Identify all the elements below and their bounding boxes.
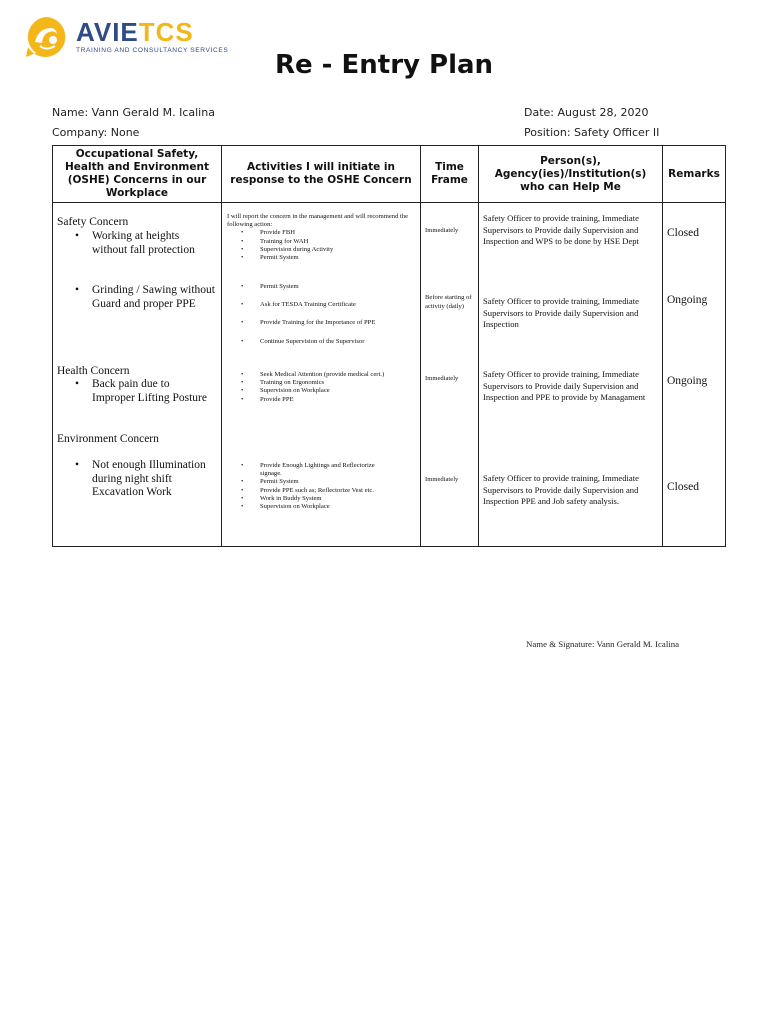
list-item: • Provide Training for the Importance of PPE bbox=[227, 319, 414, 327]
activities-cell bbox=[222, 203, 421, 547]
logo-wordmark: AVIETCS bbox=[76, 17, 194, 47]
activities-group-1 bbox=[227, 213, 414, 262]
remarks-cell bbox=[663, 203, 726, 547]
concern-item: • Grinding / Sawing without Guard and proper PPE bbox=[75, 284, 215, 310]
list-item: • Seek Medical Attention (provide medical cert.) bbox=[227, 371, 414, 379]
concerns-cell bbox=[53, 203, 222, 547]
activities-group-2 bbox=[227, 283, 414, 346]
remarks-row-1: Closed bbox=[667, 227, 699, 239]
company-field: Company: None bbox=[52, 126, 140, 139]
time-frame-row-1: Immediately bbox=[425, 227, 459, 234]
time-frame-row-2: Before starting of activity (daily) bbox=[425, 294, 472, 310]
header-activities: Activities I will initiate in response to the OSHE Concern bbox=[222, 146, 421, 203]
logo-tagline: TRAINING AND CONSULTANCY SERVICES bbox=[76, 47, 229, 54]
position-field: Position: Safety Officer II bbox=[524, 126, 660, 139]
list-item: • Permit System bbox=[227, 283, 414, 291]
header-time-frame: Time Frame bbox=[421, 146, 479, 203]
activities-intro: I will report the concern in the management and will recommend the following action: bbox=[227, 213, 409, 229]
activities-group-4 bbox=[227, 462, 390, 511]
list-item: • Provide PPE such as; Reflectorize Vest etc. bbox=[227, 487, 390, 495]
header-remarks: Remarks bbox=[663, 146, 726, 203]
list-item: • Provide FBH bbox=[227, 229, 414, 237]
list-item: • Ask for TESDA Training Certificate bbox=[227, 301, 414, 309]
page-title: Re - Entry Plan bbox=[274, 50, 494, 80]
time-frame-cell bbox=[421, 203, 479, 547]
persons-row-2: Safety Officer to provide training, Immediate Supervisors to Provide daily Supervision and Inspection bbox=[483, 296, 639, 329]
health-concern-label: Health Concern bbox=[57, 365, 130, 377]
signature-line: Name & Signature: Vann Gerald M. Icalina bbox=[526, 639, 680, 649]
table-row bbox=[53, 203, 726, 547]
list-item: • Training on Ergonomics bbox=[227, 379, 414, 387]
time-frame-row-4: Immediately bbox=[425, 476, 459, 483]
concern-item: • Back pain due to Improper Lifting Posture bbox=[75, 378, 207, 404]
list-item: • Permit System bbox=[227, 478, 390, 486]
environment-concern-label: Environment Concern bbox=[57, 433, 159, 445]
list-item: • Supervision during Activity bbox=[227, 246, 414, 254]
list-item: • Supervision on Workplace bbox=[227, 387, 414, 395]
persons-row-3: Safety Officer to provide training, Immediate Supervisors to Provide daily Supervision and Inspection and PPE to provide by Managament bbox=[483, 369, 646, 402]
remarks-row-3: Ongoing bbox=[667, 375, 708, 387]
list-item: • Supervision on Workplace bbox=[227, 503, 390, 511]
date-field: Date: August 28, 2020 bbox=[524, 106, 649, 119]
time-frame-row-3: Immediately bbox=[425, 375, 459, 382]
remarks-row-4: Closed bbox=[667, 481, 699, 493]
list-item: • Provide Enough Lightings and Reflectorize signage. bbox=[227, 462, 390, 478]
persons-row-1: Safety Officer to provide training, Immediate Supervisors to Provide daily Supervision and Inspection and WPS to be done by HSE Dept bbox=[483, 213, 639, 246]
name-field: Name: Vann Gerald M. Icalina bbox=[52, 106, 215, 119]
list-item: • Provide PPE bbox=[227, 396, 414, 404]
remarks-row-2: Ongoing bbox=[667, 294, 708, 306]
safety-concern-label: Safety Concern bbox=[57, 216, 129, 228]
persons-row-4: Safety Officer to provide training, Immediate Supervisors to Provide daily Supervision and Inspection PPE and Job safety analysis. bbox=[483, 473, 639, 506]
table-header-row bbox=[53, 146, 726, 203]
activities-group-3 bbox=[227, 371, 414, 404]
concern-item: • Working at heights without fall protection bbox=[75, 230, 195, 256]
persons-cell bbox=[479, 203, 663, 547]
list-item: • Continue Supervision of the Supervisor bbox=[227, 338, 414, 346]
concern-item: • Not enough Illumination during night shift Excavation Work bbox=[75, 459, 206, 498]
list-item: • Permit System bbox=[227, 254, 414, 262]
list-item: • Work in Buddy System bbox=[227, 495, 390, 503]
list-item: • Training for WAH bbox=[227, 238, 414, 246]
header-persons: Person(s), Agency(ies)/Institution(s) who can Help Me bbox=[479, 146, 663, 203]
re-entry-plan-table bbox=[52, 145, 726, 547]
header-oshe-concerns: Occupational Safety, Health and Environment (OSHE) Concerns in our Workplace bbox=[53, 146, 222, 203]
